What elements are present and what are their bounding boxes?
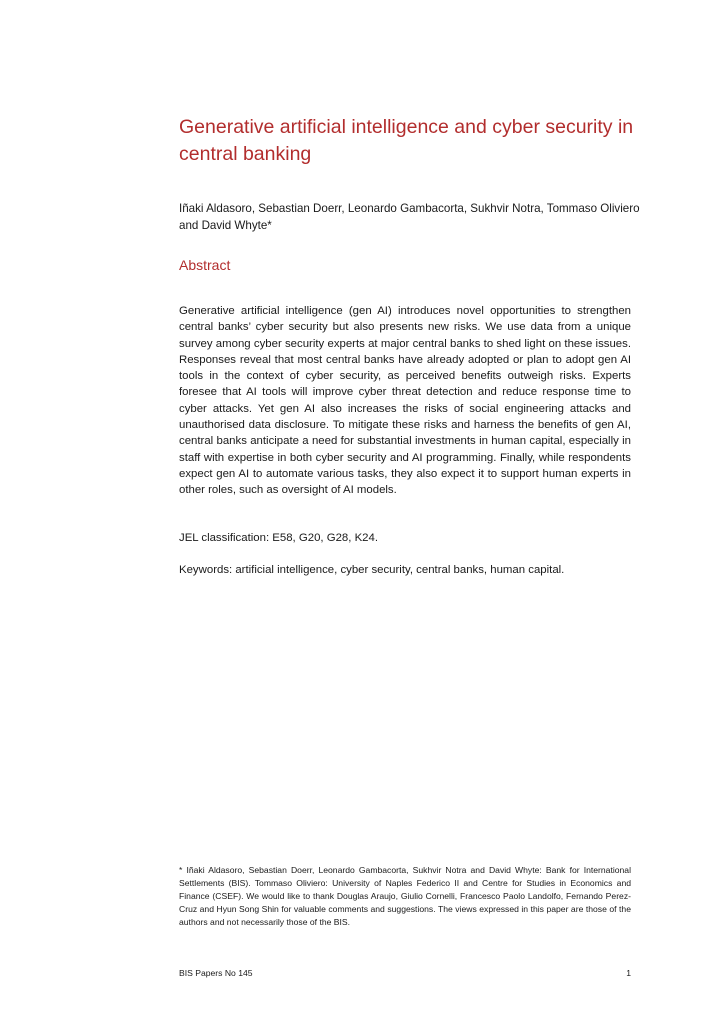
paper-title: Generative artificial intelligence and cyber security in central banking <box>179 116 634 165</box>
publication-footer: BIS Papers No 145 <box>179 968 253 978</box>
author-footnote: * Iñaki Aldasoro, Sebastian Doerr, Leonardo Gambacorta, Sukhvir Notra and David Whyte: Bank for International Settlements (BIS). Tommaso Oliviero: University of Naples Federico II and Centre for Studies in Economics and Finance (CSEF). We would like to thank Douglas Araujo, Giulio Cornelli, Francesco Paolo Landolfo, Fernando Perez-Cruz and Hyun Song Shin for valuable comments and suggestions. The views expressed in this paper are those of the authors and not necessarily those of the BIS. <box>179 865 631 927</box>
jel-classification: JEL classification: E58, G20, G28, K24. <box>179 532 379 544</box>
keywords: Keywords: artificial intelligence, cyber security, central banks, human capital. <box>179 564 565 576</box>
page-number: 1 <box>626 968 631 978</box>
abstract-body: Generative artificial intelligence (gen AI) introduces novel opportunities to strengthen central banks’ cyber security but also presents new risks. We use data from a unique survey among cyber security experts at major central banks to shed light on these issues. Responses reveal that most central banks have already adopted or plan to adopt gen AI tools in the context of cyber security, as perceived benefits outweigh risks. Experts foresee that AI tools will improve cyber threat detection and reduce response time to cyber attacks. Yet gen AI also increases the risks of social engineering attacks and unauthorised data disclosure. To mitigate these risks and harness the benefits of gen AI, central banks anticipate a need for substantial investments in human capital, especially in staff with expertise in both cyber security and AI programming. Finally, while respondents expect gen AI to automate various tasks, they also expect it to support human experts in other roles, such as oversight of AI models. <box>179 305 631 497</box>
abstract-heading: Abstract <box>179 257 231 273</box>
author-list: Iñaki Aldasoro, Sebastian Doerr, Leonardo Gambacorta, Sukhvir Notra, Tommaso Oliviero and David Whyte* <box>179 202 640 232</box>
